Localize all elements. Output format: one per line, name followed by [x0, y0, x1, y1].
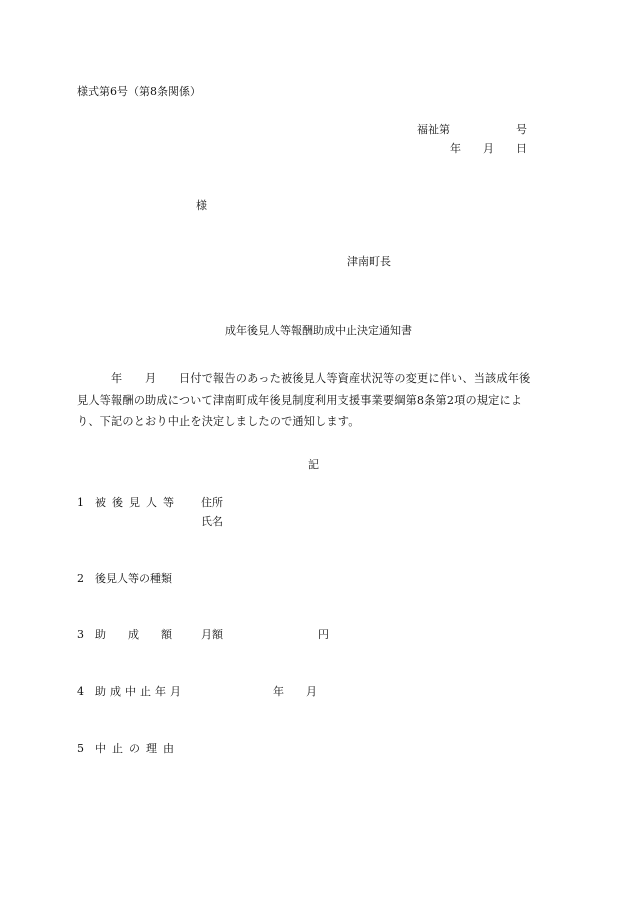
item1-name-label: 氏名 [201, 515, 223, 528]
item2-label: 後見人等の種類 [95, 572, 172, 585]
document-title [0, 314, 630, 336]
item3-label: 助 成 額 [95, 628, 172, 641]
item4-label: 助成中止年月 [95, 685, 185, 698]
item1-label: 被後見人等 [95, 496, 180, 509]
addressee-honorific: 様 [196, 199, 207, 212]
issuer-name: 津南町長 [347, 255, 391, 268]
ki-heading: 記 [308, 458, 319, 471]
item4-number: 4 [77, 685, 84, 698]
item4-year-month: 年 月 [273, 685, 317, 698]
item5-label: 中止の理由 [95, 742, 180, 755]
body-paragraph [77, 368, 573, 433]
item3-monthly-label: 月額 [201, 628, 223, 641]
item1-address-label: 住所 [201, 496, 223, 509]
item1-number: 1 [77, 496, 84, 509]
body-line-2: 見人等報酬の助成について津南町成年後見制度利用支援事業要綱第8条第2項の規定によ [77, 393, 523, 407]
item5-number: 5 [77, 742, 84, 755]
item2-number: 2 [77, 572, 84, 585]
date-label: 年 月 日 [450, 142, 527, 155]
form-number: 様式第6号（第8条関係） [77, 85, 201, 98]
body-line-3: り、下記のとおり中止を決定しましたので通知します。 [77, 415, 360, 428]
body-line-1: 年 月 日付で報告のあった被後見人等資産状況等の変更に伴い、当該成年後 [77, 372, 531, 385]
document-title-text: 成年後見人等報酬助成中止決定通知書 [225, 324, 412, 337]
item3-number: 3 [77, 628, 84, 641]
item3-yen-unit: 円 [318, 628, 329, 641]
reference-number-label: 福祉第 号 [417, 123, 527, 136]
